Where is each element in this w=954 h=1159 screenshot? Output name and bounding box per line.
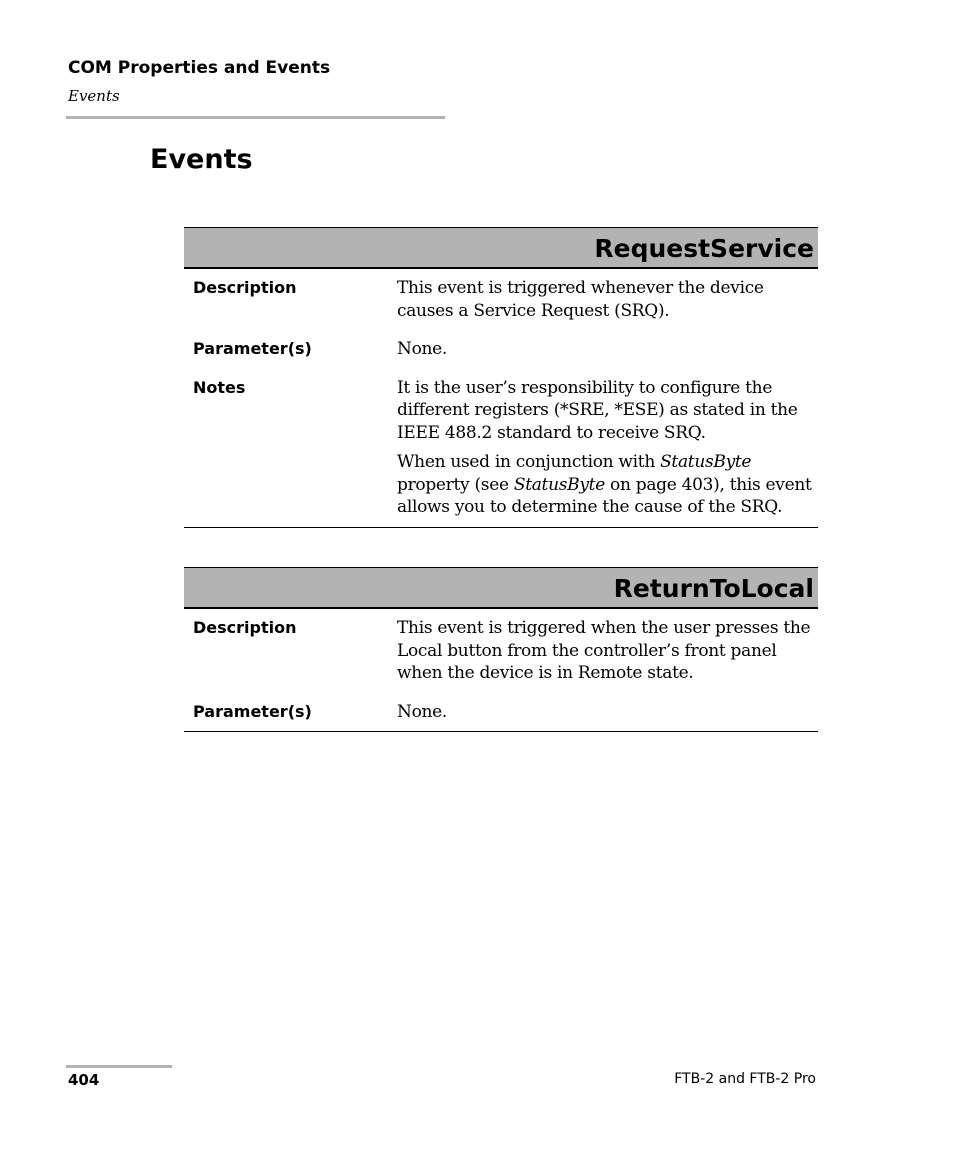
running-header: COM Properties and Events xyxy=(68,58,331,78)
footer-rule xyxy=(66,1065,172,1068)
text-segment: property (see xyxy=(397,474,514,495)
value-paragraph xyxy=(397,377,814,445)
table-row xyxy=(184,693,818,732)
table-row xyxy=(184,369,818,527)
event-table-header: ReturnToLocal xyxy=(184,567,818,609)
value-paragraph xyxy=(397,617,814,685)
text-segment: This event is triggered whenever the device causes a Service Request (SRQ). xyxy=(397,278,764,321)
row-label: Parameter(s) xyxy=(193,339,312,358)
row-value xyxy=(397,617,818,693)
text-segment: on page 403), this event allows you to determine the cause of the SRQ. xyxy=(397,474,812,517)
row-value xyxy=(397,377,818,527)
row-value xyxy=(397,338,818,369)
running-subheader: Events xyxy=(68,87,120,105)
text-segment: None. xyxy=(397,701,448,722)
row-label: Description xyxy=(193,618,297,637)
product-name: FTB-2 and FTB-2 Pro xyxy=(674,1071,816,1087)
value-paragraph xyxy=(397,277,814,322)
text-segment: This event is triggered when the user presses the Local button from the controller’s front panel when the device is in Remote state. xyxy=(397,618,811,683)
text-segment: None. xyxy=(397,339,448,359)
text-segment: When used in conjunction with xyxy=(397,452,661,472)
page-title: Events xyxy=(150,144,253,175)
table-row xyxy=(184,330,818,369)
value-paragraph xyxy=(397,701,814,724)
table-row xyxy=(184,609,818,693)
property-reference: StatusByte xyxy=(513,474,605,495)
header-rule xyxy=(66,116,445,119)
page-number: 404 xyxy=(68,1071,100,1089)
event-table xyxy=(184,567,818,732)
row-label: Notes xyxy=(193,377,246,397)
property-reference: StatusByte xyxy=(660,452,752,472)
event-table xyxy=(184,227,818,528)
row-label: Parameter(s) xyxy=(193,701,312,721)
row-value xyxy=(397,277,818,330)
row-value xyxy=(397,701,818,732)
value-paragraph xyxy=(397,338,814,361)
table-row xyxy=(184,269,818,330)
value-paragraph xyxy=(397,451,814,519)
row-label: Description xyxy=(193,278,297,297)
text-segment: It is the user’s responsibility to configure the different registers (*SRE, *ESE) as stated in the IEEE 488.2 standard to receive SRQ. xyxy=(397,377,798,443)
event-table-header: RequestService xyxy=(184,227,818,269)
